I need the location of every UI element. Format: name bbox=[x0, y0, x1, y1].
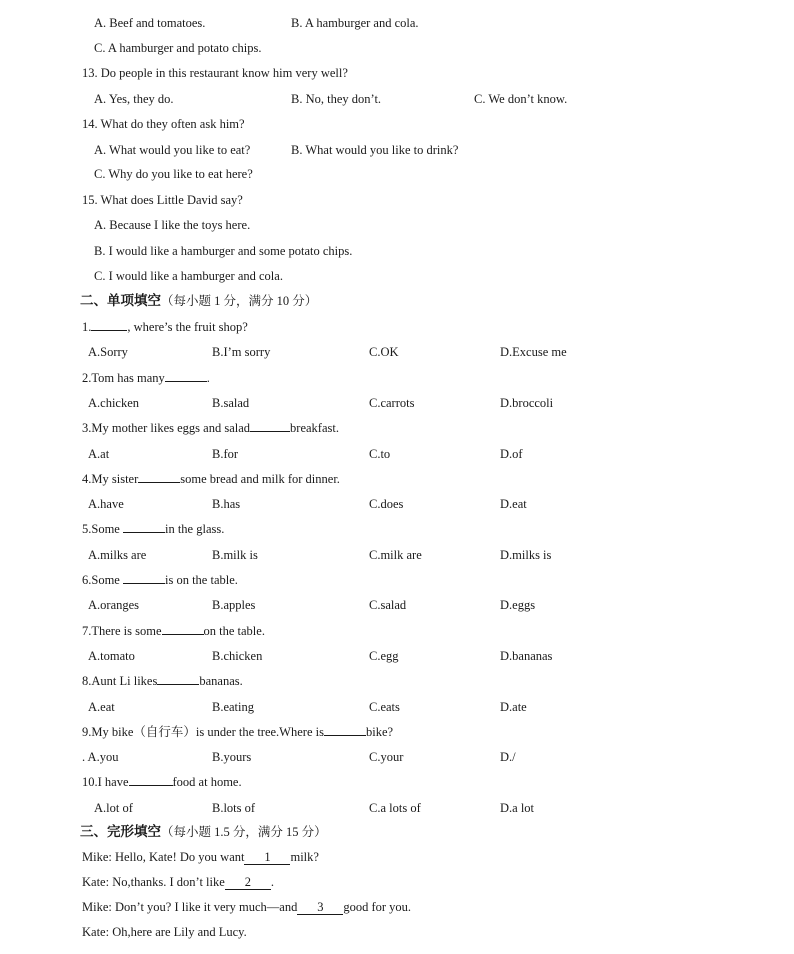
option-a: A.milks are bbox=[88, 548, 147, 562]
option-d: D.of bbox=[500, 447, 523, 461]
stem-text-before-blank: 3.My mother likes eggs and salad bbox=[82, 421, 251, 435]
dialogue-text bbox=[82, 922, 247, 942]
option-d: D.broccoli bbox=[500, 396, 554, 410]
stem-text-after-blank: bike? bbox=[365, 725, 394, 739]
section3-title: 三、完形填空 bbox=[80, 824, 161, 840]
question-stem bbox=[82, 418, 339, 438]
q13-option-a: A. Yes, they do. bbox=[94, 92, 174, 106]
option-d: D.eat bbox=[500, 497, 527, 511]
option-d: D.eggs bbox=[500, 598, 536, 612]
option-a: A.at bbox=[88, 447, 110, 461]
option-d: D.milks is bbox=[500, 548, 552, 562]
stem-text-before-blank: 8.Aunt Li likes bbox=[82, 674, 158, 688]
dialogue-text-after-blank: milk? bbox=[290, 850, 319, 864]
option-d: D./ bbox=[500, 750, 516, 764]
question-stem bbox=[82, 519, 224, 539]
dialogue-text bbox=[82, 872, 274, 892]
section3-note: （每小题 1.5 分，满分 15 分） bbox=[161, 825, 327, 839]
stem-text-after-blank: some bread and milk for dinner. bbox=[180, 472, 340, 486]
answer-blank bbox=[250, 418, 290, 432]
stem-text-before-blank: 7.There is some bbox=[82, 624, 162, 638]
dialogue-text-after-blank: . bbox=[270, 875, 274, 889]
stem-text-after-blank: food at home. bbox=[172, 775, 242, 789]
option-b: B.apples bbox=[212, 598, 256, 612]
option-b: B.I’m sorry bbox=[212, 345, 271, 359]
option-b: B.yours bbox=[212, 750, 252, 764]
answer-blank bbox=[138, 469, 180, 483]
option-b: B.chicken bbox=[212, 649, 263, 663]
q15-option-b: B. I would like a hamburger and some potato chips. bbox=[94, 244, 353, 258]
question-stem bbox=[82, 722, 393, 742]
section2-note: （每小题 1 分，满分 10 分） bbox=[161, 294, 318, 308]
option-c: C.carrots bbox=[369, 396, 415, 410]
section3-heading bbox=[80, 822, 327, 842]
option-b: B.milk is bbox=[212, 548, 258, 562]
option-b: B.for bbox=[212, 447, 239, 461]
answer-blank bbox=[157, 671, 199, 685]
dialogue-text-before-blank: Kate: Oh,here are Lily and Lucy. bbox=[82, 925, 247, 939]
dialogue-text-before-blank: Kate: No,thanks. I don’t like bbox=[82, 875, 225, 889]
stem-text-before-blank: 10.I have bbox=[82, 775, 129, 789]
option-c: C.a lots of bbox=[369, 801, 421, 815]
q14-stem: 14. What do they often ask him? bbox=[82, 117, 245, 131]
option-b: B.eating bbox=[212, 700, 255, 714]
numbered-blank: 1 bbox=[244, 850, 290, 865]
answer-blank bbox=[123, 570, 165, 584]
option-c: C.milk are bbox=[369, 548, 422, 562]
stem-text-after-blank: breakfast. bbox=[290, 421, 339, 435]
question-stem bbox=[82, 621, 265, 641]
option-b: B.lots of bbox=[212, 801, 256, 815]
dialogue-text-before-blank: Mike: Don’t you? I like it very much—and bbox=[82, 900, 298, 914]
question-stem bbox=[82, 570, 238, 590]
stem-text-before-blank: 4.My sister bbox=[82, 472, 139, 486]
option-a: A.chicken bbox=[88, 396, 140, 410]
question-stem bbox=[82, 671, 243, 691]
section2-heading bbox=[80, 291, 317, 311]
q12-option-c: C. A hamburger and potato chips. bbox=[94, 41, 262, 55]
dialogue-text-after-blank: good for you. bbox=[343, 900, 412, 914]
option-b: B.has bbox=[212, 497, 241, 511]
q13-stem: 13. Do people in this restaurant know him very well? bbox=[82, 66, 348, 80]
q15-option-c: C. I would like a hamburger and cola. bbox=[94, 269, 283, 283]
stem-text-before-blank: 9.My bike（自行车）is under the tree.Where is bbox=[82, 725, 324, 739]
question-stem bbox=[82, 772, 242, 792]
question-stem bbox=[82, 368, 210, 388]
option-a: A.oranges bbox=[88, 598, 140, 612]
option-c: C.to bbox=[369, 447, 391, 461]
section2-title: 二、单项填空 bbox=[80, 293, 161, 309]
option-c: C.eats bbox=[369, 700, 400, 714]
question-stem bbox=[82, 469, 340, 489]
q15-stem: 15. What does Little David say? bbox=[82, 193, 243, 207]
stem-text-after-blank: . bbox=[206, 371, 210, 385]
option-a: A.Sorry bbox=[88, 345, 128, 359]
dialogue-text bbox=[82, 897, 411, 917]
answer-blank bbox=[165, 368, 207, 382]
answer-blank bbox=[129, 772, 173, 786]
option-d: D.Excuse me bbox=[500, 345, 567, 359]
stem-text-after-blank: , where’s the fruit shop? bbox=[127, 320, 248, 334]
option-d: D.a lot bbox=[500, 801, 535, 815]
dialogue-text-before-blank: Mike: Hello, Kate! Do you want bbox=[82, 850, 245, 864]
stem-text-before-blank: 2.Tom has many bbox=[82, 371, 165, 385]
question-stem bbox=[82, 317, 248, 337]
q14-option-c: C. Why do you like to eat here? bbox=[94, 167, 253, 181]
dialogue-text bbox=[82, 847, 319, 867]
option-a: A.tomato bbox=[88, 649, 135, 663]
stem-text-before-blank: 5.Some bbox=[82, 522, 123, 536]
stem-text-after-blank: bananas. bbox=[199, 674, 243, 688]
stem-text-after-blank: on the table. bbox=[203, 624, 265, 638]
option-c: C.egg bbox=[369, 649, 399, 663]
option-c: C.does bbox=[369, 497, 404, 511]
option-d: D.ate bbox=[500, 700, 527, 714]
q12-option-b: B. A hamburger and cola. bbox=[291, 16, 419, 30]
numbered-blank: 2 bbox=[225, 875, 271, 890]
q12-option-a: A. Beef and tomatoes. bbox=[94, 16, 206, 30]
option-c: C.OK bbox=[369, 345, 399, 359]
answer-blank bbox=[324, 722, 366, 736]
option-a: . A.you bbox=[82, 750, 119, 764]
stem-text-before-blank: 1. bbox=[82, 320, 92, 334]
stem-text-after-blank: is on the table. bbox=[164, 573, 238, 587]
option-d: D.bananas bbox=[500, 649, 553, 663]
option-a: A.lot of bbox=[94, 801, 133, 815]
q14-option-b: B. What would you like to drink? bbox=[291, 143, 459, 157]
option-a: A.eat bbox=[88, 700, 115, 714]
numbered-blank: 3 bbox=[297, 900, 343, 915]
option-a: A.have bbox=[88, 497, 124, 511]
stem-text-before-blank: 6.Some bbox=[82, 573, 123, 587]
stem-text-after-blank: in the glass. bbox=[164, 522, 225, 536]
option-c: C.your bbox=[369, 750, 404, 764]
q14-option-a: A. What would you like to eat? bbox=[94, 143, 251, 157]
option-c: C.salad bbox=[369, 598, 407, 612]
q15-option-a: A. Because I like the toys here. bbox=[94, 218, 251, 232]
answer-blank bbox=[123, 519, 165, 533]
answer-blank bbox=[162, 621, 204, 635]
q13-option-c: C. We don’t know. bbox=[474, 92, 568, 106]
q13-option-b: B. No, they don’t. bbox=[291, 92, 382, 106]
answer-blank bbox=[91, 317, 127, 331]
option-b: B.salad bbox=[212, 396, 250, 410]
